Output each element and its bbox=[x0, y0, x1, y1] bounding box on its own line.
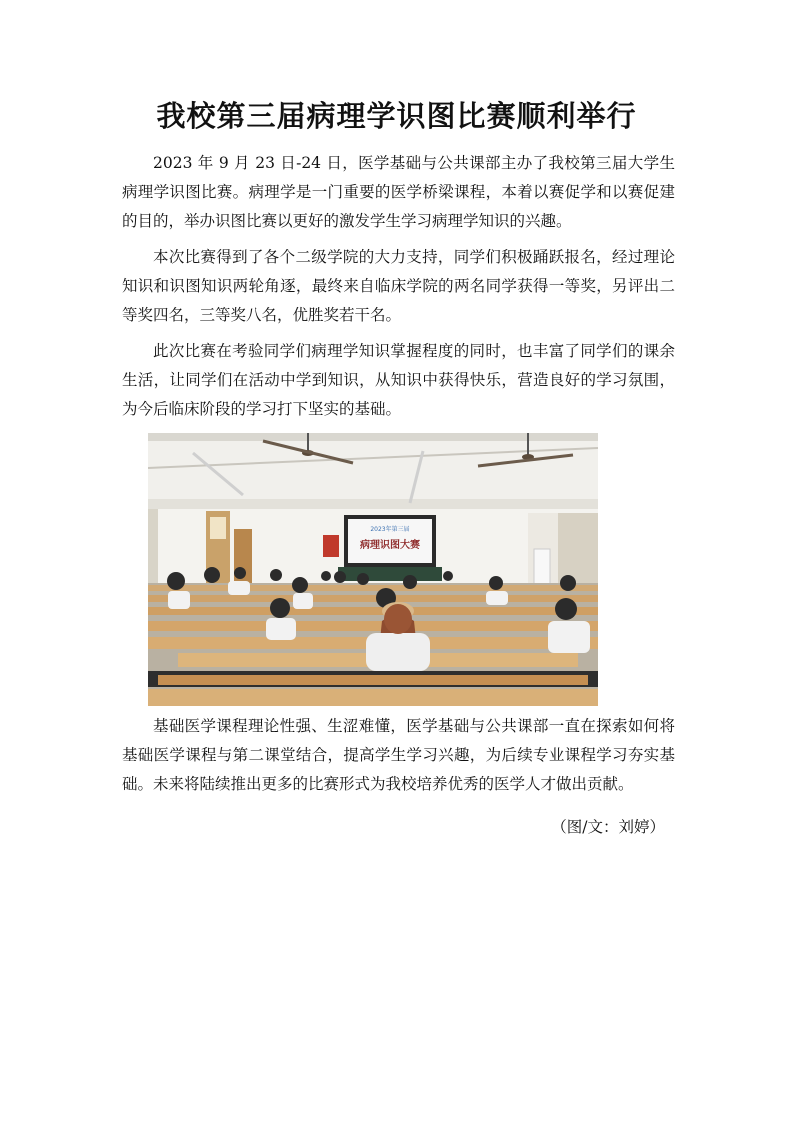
classroom-photo-illustration bbox=[148, 433, 598, 706]
paragraph-significance: 此次比赛在考验同学们病理学知识掌握程度的同时，也丰富了同学们的课余生活，让同学们在活动中学到知识，从知识中获得快乐，营造良好的学习氛围，为今后临床阶段的学习打下坚实的基础。 bbox=[122, 342, 675, 418]
paragraph-results: 本次比赛得到了各个二级学院的大力支持，同学们积极踊跃报名，经过理论知识和识图知识两轮角逐，最终来自临床学院的两名同学获得一等奖，另评出二等奖四名，三等奖八名，优胜奖若干名。 bbox=[122, 248, 675, 324]
screen-title: 病理识图大赛 bbox=[360, 540, 420, 551]
article-title: 我校第三届病理学识图比赛顺利举行 bbox=[156, 99, 637, 133]
screen-subtitle: 2023年第三届 bbox=[370, 526, 410, 533]
photo-text-credit: （图/文：刘婷） bbox=[551, 818, 665, 836]
projection-screen bbox=[344, 515, 436, 567]
paragraph-intro: 2023 年 9 月 23 日-24 日，医学基础与公共课部主办了我校第三届大学生病理学识图比赛。病理学是一门重要的医学桥梁课程，本着以赛促学和以赛促建的目的，举办识图比赛以更好的激发学生学习病理学知识的兴趣。 bbox=[122, 154, 675, 230]
classroom-photo bbox=[148, 433, 598, 706]
paragraph-outlook: 基础医学课程理论性强、生涩难懂，医学基础与公共课部一直在探索如何将基础医学课程与第二课堂结合，提高学生学习兴趣，为后续专业课程学习夯实基础。未来将陆续推出更多的比赛形式为我校培养优秀的医学人才做出贡献。 bbox=[122, 717, 675, 793]
